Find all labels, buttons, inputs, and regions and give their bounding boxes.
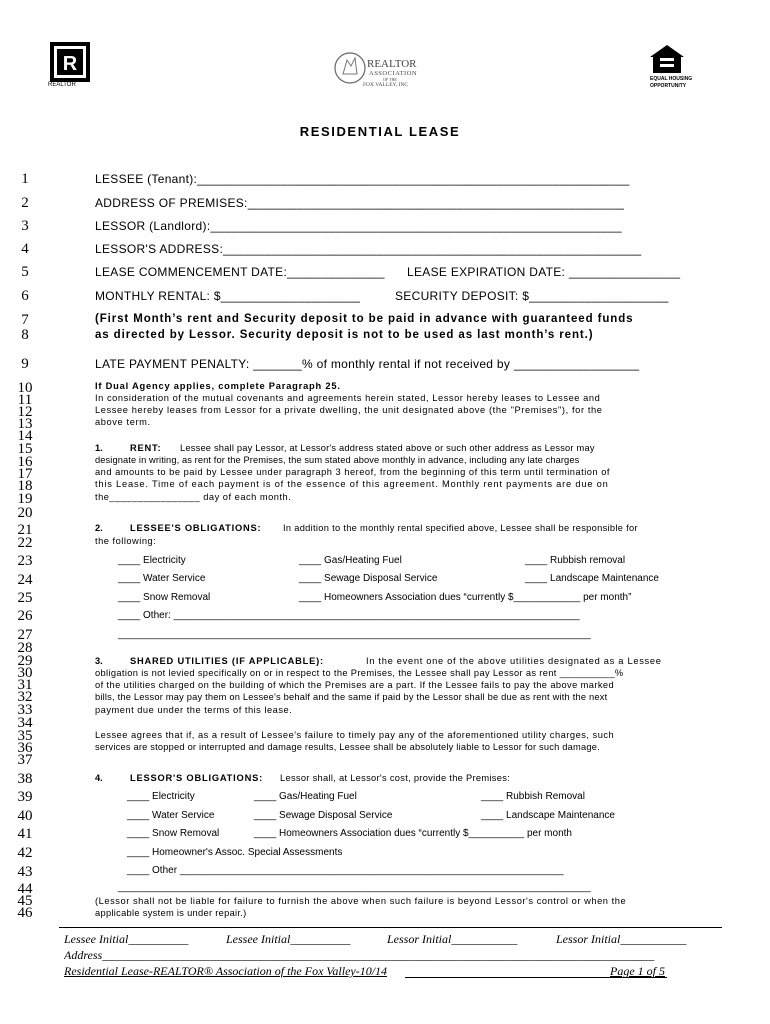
lessor-gas-heating-option[interactable]: ____ Gas/Heating Fuel xyxy=(254,791,357,802)
lessee-landscape-option[interactable]: ____ Landscape Maintenance xyxy=(525,573,659,584)
intro-text: above term. xyxy=(95,417,151,427)
line-number: 14 xyxy=(17,428,33,444)
association-logo-line2: ASSOCIATION xyxy=(369,70,418,77)
line-number: 12 xyxy=(17,404,33,420)
line-number: 33 xyxy=(17,702,33,718)
lease-expiration-date-field[interactable]: LEASE EXPIRATION DATE: ________________ xyxy=(407,265,681,279)
lessee-initial-1[interactable]: Lessee Initial__________ xyxy=(64,932,189,946)
section-number: 4. xyxy=(95,773,103,783)
rent-text: and amounts to be paid by Lessee under paragraph 3 hereof, from the beginning of this term until termination of xyxy=(95,467,610,477)
page-number: Page 1 of 5 xyxy=(610,964,665,978)
lessor-special-assessments-option[interactable]: ____ Homeowner's Assoc. Special Assessments xyxy=(127,847,343,858)
lessor-liability-text: applicable system is under repair.) xyxy=(95,908,247,918)
line-number: 38 xyxy=(17,771,33,787)
line-number: 40 xyxy=(17,808,33,824)
lease-commencement-date-field[interactable]: LEASE COMMENCEMENT DATE:______________ xyxy=(95,265,385,279)
line-number: 11 xyxy=(17,392,33,408)
association-logo-line1: REALTOR xyxy=(367,58,417,70)
lessor-liability-text: (Lessor shall not be liable for failure to furnish the above when such failure is beyond Lessor's control or when the xyxy=(95,896,627,906)
line-number: 3 xyxy=(21,218,29,234)
late-payment-penalty-field[interactable]: LATE PAYMENT PENALTY: _______% of monthly rental if not received by __________________ xyxy=(95,357,640,371)
footer-address-field[interactable]: Address____________________________________________________________________________________________ xyxy=(64,948,655,962)
section-number: 2. xyxy=(95,523,103,533)
lessor-field[interactable]: LESSOR (Landlord):___________________________________________________________ xyxy=(95,219,622,233)
equal-housing-text-2: OPPORTUNITY xyxy=(650,83,687,89)
form-name: Residential Lease-REALTOR® Association of the Fox Valley-10/14 xyxy=(64,964,388,978)
lessor-other-field[interactable]: ____ Other _____________________________________________________________________ xyxy=(127,865,564,876)
deposit-note-line2: as directed by Lessor. Security deposit is not to be used as last month’s rent.) xyxy=(95,329,594,341)
equal-housing-logo xyxy=(646,44,706,92)
line-number: 2 xyxy=(21,195,29,211)
line-number: 4 xyxy=(21,241,29,257)
lessee-electricity-option[interactable]: ____ Electricity xyxy=(118,555,186,566)
lessor-obligations-heading: LESSOR'S OBLIGATIONS: xyxy=(130,773,263,783)
association-logo-line4: FOX VALLEY, INC xyxy=(363,82,409,88)
lessee-obligations-heading: LESSEE'S OBLIGATIONS: xyxy=(130,523,262,533)
line-number: 17 xyxy=(17,466,33,482)
line-number: 25 xyxy=(17,590,33,606)
line-number: 13 xyxy=(17,416,33,432)
line-number: 39 xyxy=(17,789,33,805)
line-number: 45 xyxy=(17,893,33,909)
lessor-snow-option[interactable]: ____ Snow Removal xyxy=(127,828,220,839)
line-number: 19 xyxy=(17,491,33,507)
security-deposit-field[interactable]: SECURITY DEPOSIT: $____________________ xyxy=(395,289,669,303)
realtor-logo-caption: REALTOR xyxy=(48,82,76,88)
shared-utilities-text: obligation is not levied specifically on or in respect to the Premises, the Lessee shall pay Lessor as rent __________% xyxy=(95,668,624,678)
line-number: 15 xyxy=(17,441,33,457)
line-number: 20 xyxy=(17,505,33,521)
lessee-gas-heating-option[interactable]: ____ Gas/Heating Fuel xyxy=(299,555,402,566)
line-number: 43 xyxy=(17,864,33,880)
association-logo-line3: OF THE xyxy=(383,77,397,82)
lessee-obligations-text: the following: xyxy=(95,536,157,546)
line-number: 23 xyxy=(17,553,33,569)
lessee-snow-option[interactable]: ____ Snow Removal xyxy=(118,592,211,603)
line-number: 31 xyxy=(17,677,33,693)
lessor-address-field[interactable]: LESSOR'S ADDRESS:____________________________________________________________ xyxy=(95,242,642,256)
line-number: 41 xyxy=(17,826,33,842)
line-number: 8 xyxy=(21,327,29,343)
shared-utilities-text: bills, the Lessor may pay them on Lessee's behalf and the same if paid by the Lessor shall be due as rent with the next xyxy=(95,692,608,702)
lessor-rubbish-option[interactable]: ____ Rubbish Removal xyxy=(481,791,585,802)
lessor-landscape-option[interactable]: ____ Landscape Maintenance xyxy=(481,810,615,821)
deposit-note-line1: (First Month’s rent and Security deposit to be paid in advance with guaranteed funds xyxy=(95,313,634,325)
line-number: 34 xyxy=(17,715,33,731)
lessee-other-field-2[interactable]: _____________________________________________________________________________________ xyxy=(118,629,591,640)
line-number: 16 xyxy=(17,454,33,470)
line-number: 42 xyxy=(17,845,33,861)
intro-text: In consideration of the mutual covenants and agreements herein stated, Lessor hereby leases to Lessee and xyxy=(95,393,601,403)
lessee-obligations-text: In addition to the monthly rental specified above, Lessee shall be responsible for xyxy=(283,523,638,533)
lessee-other-field[interactable]: ____ Other: _________________________________________________________________________ xyxy=(118,610,580,621)
address-of-premises-field[interactable]: ADDRESS OF PREMISES:______________________________________________________ xyxy=(95,196,625,210)
document-title: RESIDENTIAL LEASE xyxy=(299,124,461,139)
section-number: 3. xyxy=(95,656,103,666)
lessee-water-option[interactable]: ____ Water Service xyxy=(118,573,206,584)
lessor-electricity-option[interactable]: ____ Electricity xyxy=(127,791,195,802)
rent-due-day-field[interactable]: the________________ day of each month. xyxy=(95,492,292,502)
line-number: 21 xyxy=(17,522,33,538)
lessor-initial-2[interactable]: Lessor Initial___________ xyxy=(556,932,687,946)
line-number: 24 xyxy=(17,572,33,588)
rent-text: designate in writing, as rent for the Premises, the sum stated above monthly in advance, including any late charges xyxy=(95,455,580,465)
lessor-water-option[interactable]: ____ Water Service xyxy=(127,810,215,821)
dual-agency-note: If Dual Agency applies, complete Paragraph 25. xyxy=(95,381,341,391)
line-number: 32 xyxy=(17,689,33,705)
intro-text: Lessee hereby leases from Lessor for a private dwelling, the unit designated above (the "Premises"), for the xyxy=(95,405,603,415)
shared-utilities-text: In the event one of the above utilities designated as a Lessee xyxy=(366,656,662,666)
monthly-rental-field[interactable]: MONTHLY RENTAL: $____________________ xyxy=(95,289,361,303)
line-number: 7 xyxy=(21,312,29,328)
section-number: 1. xyxy=(95,443,103,453)
lessor-obligations-text: Lessor shall, at Lessor's cost, provide the Premises: xyxy=(280,773,511,783)
line-number: 18 xyxy=(17,478,33,494)
line-number: 37 xyxy=(17,752,33,768)
line-number: 22 xyxy=(17,535,33,551)
lessee-hoa-dues-option[interactable]: ____ Homeowners Association dues “currently $____________ per month” xyxy=(299,592,632,603)
lessor-hoa-dues-option[interactable]: ____ Homeowners Association dues “currently $__________ per month xyxy=(254,828,572,839)
realtor-logo xyxy=(48,42,98,94)
association-logo xyxy=(333,46,443,92)
line-number: 6 xyxy=(21,288,29,304)
line-number: 27 xyxy=(17,627,33,643)
utility-agreement-text: services are stopped or interrupted and damage results, Lessee shall be absolutely liable to Lessor for such damage. xyxy=(95,742,600,752)
equal-housing-text-1: EQUAL HOUSING xyxy=(650,76,693,82)
line-number: 5 xyxy=(21,264,29,280)
rent-heading: RENT: xyxy=(130,443,162,453)
lessor-other-field-2[interactable]: _____________________________________________________________________________________ xyxy=(118,882,591,893)
lessor-sewage-option[interactable]: ____ Sewage Disposal Service xyxy=(254,810,393,821)
lessee-initial-2[interactable]: Lessee Initial__________ xyxy=(226,932,351,946)
line-number: 30 xyxy=(17,665,33,681)
line-number: 28 xyxy=(17,640,33,656)
lessee-sewage-option[interactable]: ____ Sewage Disposal Service xyxy=(299,573,438,584)
line-number: 46 xyxy=(17,905,33,921)
rent-text: this Lease. Time of each payment is of the essence of this agreement. Monthly rent payments are due on xyxy=(95,479,609,489)
lessee-rubbish-option[interactable]: ____ Rubbish removal xyxy=(525,555,626,566)
line-number: 36 xyxy=(17,740,33,756)
line-number: 44 xyxy=(17,881,33,897)
svg-text:R: R xyxy=(62,53,78,75)
line-number: 9 xyxy=(21,356,29,372)
line-number: 26 xyxy=(17,608,33,624)
shared-utilities-heading: SHARED UTILITIES (IF APPLICABLE): xyxy=(130,656,324,666)
shared-utilities-text: of the utilities charged on the building of which the Premises are a part. If the Lessee fails to pay the above marked xyxy=(95,680,615,690)
lessor-initial-1[interactable]: Lessor Initial___________ xyxy=(387,932,518,946)
line-number: 1 xyxy=(21,171,29,187)
utility-agreement-text: Lessee agrees that if, as a result of Lessee's failure to timely pay any of the aforementioned utility charges, such xyxy=(95,730,615,740)
lessee-field[interactable]: LESSEE (Tenant):______________________________________________________________ xyxy=(95,172,630,186)
line-number: 35 xyxy=(17,728,33,744)
line-number: 10 xyxy=(17,380,33,396)
shared-utilities-text: payment due under the terms of this lease. xyxy=(95,705,293,715)
rent-text: Lessee shall pay Lessor, at Lessor's address stated above or such other address as Lessor may xyxy=(180,443,595,453)
line-number: 29 xyxy=(17,653,33,669)
